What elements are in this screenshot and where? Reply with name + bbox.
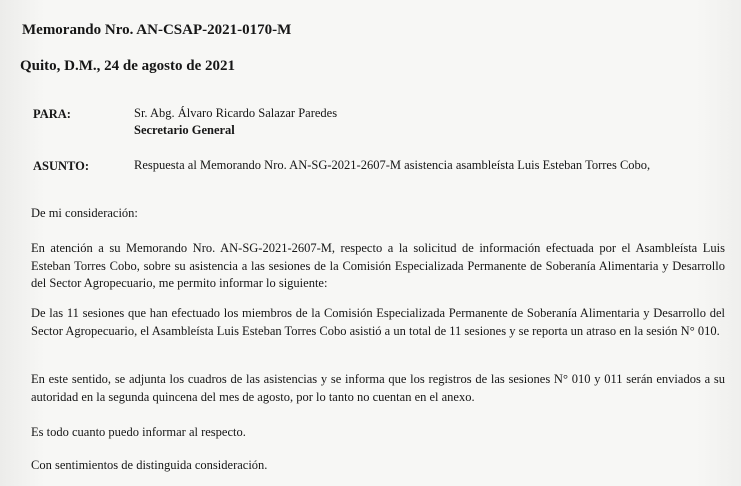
recipient-name: Sr. Abg. Álvaro Ricardo Salazar Paredes <box>134 106 338 120</box>
recipient-title: Secretario General <box>134 123 235 137</box>
para-label: PARA: <box>33 107 71 121</box>
closing: Con sentimientos de distinguida consideración. <box>31 458 268 472</box>
place-date: Quito, D.M., 24 de agosto de 2021 <box>20 58 235 74</box>
asunto-label: ASUNTO: <box>33 159 90 173</box>
body-paragraph: En atención a su Memorando Nro. AN-SG-2021-2607-M, respecto a la solicitud de información efectuada por el Asambleísta Luis Esteban Torres Cobo, sobre su asistencia a las sesiones de la Comisión Especializada Permanente de Soberanía Alimentaria y Desarrollo del Sector Agropecuario, me permito informar lo siguiente: <box>31 241 725 290</box>
subject-text: Respuesta al Memorando Nro. AN-SG-2021-2607-M asistencia asambleísta Luis Esteban Torres Cobo, <box>134 158 651 172</box>
body-paragraph: Es todo cuanto puedo informar al respecto. <box>31 425 246 439</box>
memo-number: Memorando Nro. AN-CSAP-2021-0170-M <box>22 22 292 38</box>
greeting: De mi consideración: <box>31 206 138 220</box>
body-paragraph: En este sentido, se adjunta los cuadros de las asistencias y se informa que los registros de las sesiones N° 010 y 011 serán enviados a su autoridad en la segunda quincena del mes de agosto, por lo tanto no cuentan en el anexo. <box>31 372 725 404</box>
body-paragraph: De las 11 sesiones que han efectuado los miembros de la Comisión Especializada Permanente de Soberanía Alimentaria y Desarrollo del Sector Agropecuario, el Asambleísta Luis Esteban Torres Cobo asistió a un total de 11 sesiones y se reporta un atraso en la sesión N° 010. <box>31 306 725 338</box>
